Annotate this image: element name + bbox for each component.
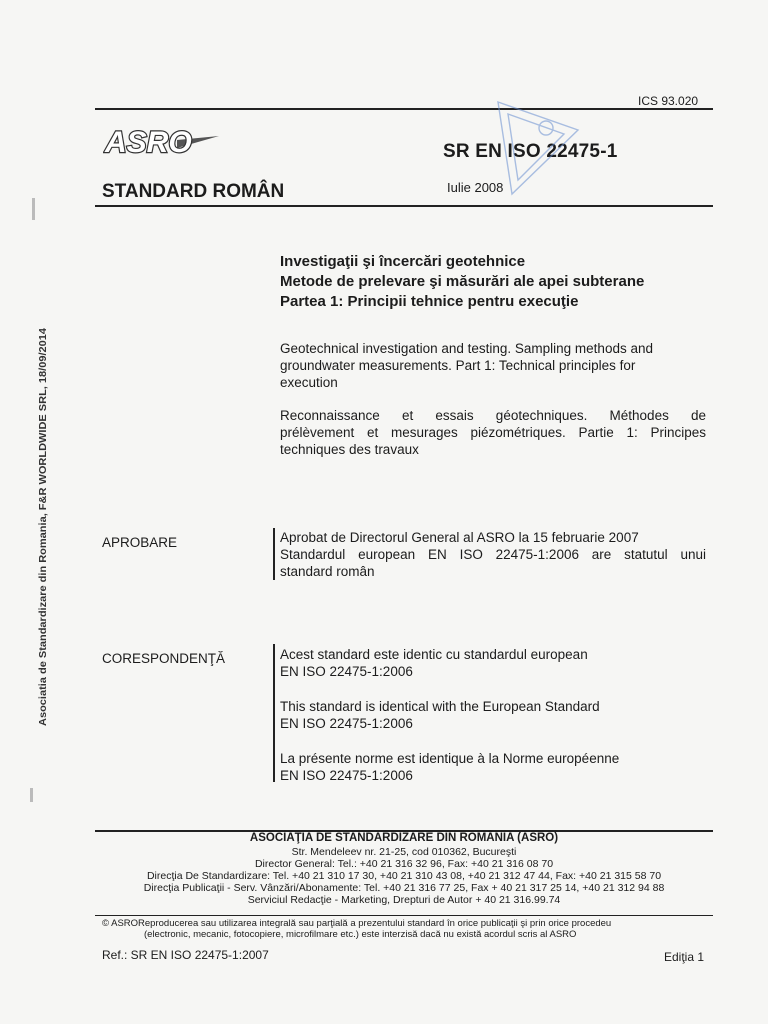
stamp	[492, 98, 582, 198]
side-watermark	[32, 326, 52, 726]
title-line: techniques des travaux	[280, 442, 419, 457]
title-line: execution	[280, 375, 338, 390]
approval-line: Standardul european EN ISO 22475-1:2006 are statutul unui	[280, 547, 706, 562]
correspondence-bar	[273, 644, 275, 782]
footer-contact	[95, 832, 713, 906]
correspondence-line: EN ISO 22475-1:2006	[280, 664, 413, 679]
edition: Ediţia 1	[664, 950, 705, 964]
footer-line: Serviciul Redacţie - Marketing, Drepturi de Autor + 40 21 316.99.74	[247, 894, 561, 906]
publication-date: Iulie 2008	[447, 180, 504, 195]
approval-line: Aprobat de Directorul General al ASRO la 15 februarie 2007	[280, 530, 639, 545]
title-line: prélèvement et mesurages piézométriques. Partie 1: Principes	[280, 425, 706, 440]
title-line: Investigaţii şi încercări geotehnice	[280, 253, 526, 270]
footer-line: Direcţia Publicaţii - Serv. Vânzări/Abonamente: Tel. +40 21 316 77 25, Fax + 40 21 317 25 14, +40 21 312 94 88	[143, 882, 665, 894]
footer-line: Str. Mendeleev nr. 21-25, cod 010362, Bucureşti	[291, 846, 517, 858]
correspondence-label: CORESPONDENŢĂ	[102, 651, 226, 666]
footer-bottom-rule	[95, 915, 713, 916]
approval-line: standard român	[280, 564, 375, 579]
ics-code: ICS 93.020	[638, 94, 699, 108]
footer-line: Director General: Tel.: +40 21 316 32 96, Fax: +40 21 316 08 70	[254, 858, 554, 870]
correspondence-block-en	[280, 698, 706, 732]
standard-label: STANDARD ROMÂN	[102, 181, 285, 202]
approval-text	[280, 529, 706, 580]
footer-org: ASOCIAŢIA DE STANDARDIZARE DIN ROMÂNIA (ASRO)	[249, 832, 559, 844]
header-rule	[95, 205, 713, 207]
copyright-line: (electronic, mecanic, fotocopiere, microfilmare etc.) este interzisă dacă nu există acordul scris al ASRO	[144, 929, 577, 940]
title-line: groundwater measurements. Part 1: Technical principles for	[280, 358, 636, 373]
correspondence-line: Acest standard este identic cu standardul european	[280, 647, 588, 662]
title-line: Geotechnical investigation and testing. Sampling methods and	[280, 341, 653, 356]
title-english	[280, 340, 700, 391]
correspondence-line: La présente norme est identique à la Norme européenne	[280, 751, 620, 766]
title-line: Reconnaissance et essais géotechniques. Méthodes de	[280, 408, 706, 423]
title-french	[280, 407, 706, 458]
footer-line: Direcţia De Standardizare: Tel. +40 21 310 17 30, +40 21 310 43 08, +40 21 312 47 44, Fax: +40 21 315 58 70	[146, 870, 662, 882]
copyright-notice	[102, 918, 712, 940]
copyright-line: © ASROReproducerea sau utilizarea integrală sau parţială a prezentului standard în orice publicaţii şi prin orice procedeu	[102, 918, 612, 929]
svg-text:ASRO: ASRO	[105, 126, 192, 159]
correspondence-block-ro	[280, 646, 706, 680]
side-watermark-text: Asociatia de Standardizare din Romania, F&R WORLDWIDE SRL, 18/09/2014	[38, 364, 49, 726]
title-line: Partea 1: Principii tehnice pentru execuţie	[280, 293, 579, 310]
correspondence-line: This standard is identical with the European Standard	[280, 699, 600, 714]
approval-bar	[273, 528, 275, 580]
correspondence-line: EN ISO 22475-1:2006	[280, 716, 413, 731]
scan-mark	[32, 198, 35, 220]
title-romanian	[280, 252, 710, 312]
approval-label: APROBARE	[102, 535, 178, 550]
correspondence-block-fr	[280, 750, 706, 784]
correspondence-line: EN ISO 22475-1:2006	[280, 768, 413, 783]
title-line: Metode de prelevare şi măsurări ale apei subterane	[280, 273, 645, 290]
asro-logo	[103, 118, 221, 166]
reference: Ref.: SR EN ISO 22475-1:2007	[102, 948, 269, 962]
standard-number: SR EN ISO 22475-1	[443, 141, 618, 162]
top-rule	[95, 108, 713, 110]
scan-mark	[30, 788, 33, 802]
